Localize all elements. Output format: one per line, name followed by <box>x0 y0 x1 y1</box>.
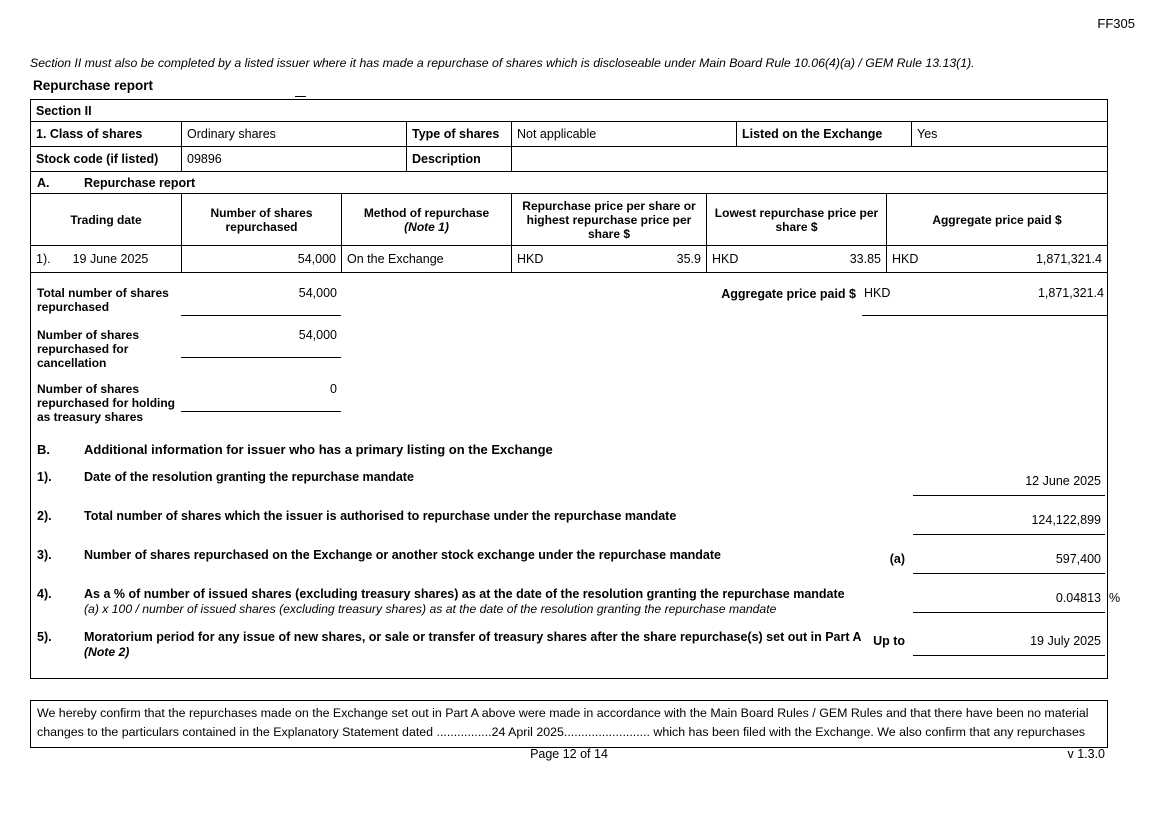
treasury-value: 0 <box>181 382 341 412</box>
intro-note: Section II must also be completed by a listed issuer where it has made a repurchase of shares which is discloseable under Main Board Rule 10.06(4)(a) / GEM Rule 13.13(1). <box>30 56 975 70</box>
aggregate-price-value: 1,871,321.4 <box>1035 252 1102 266</box>
listed-on-exchange-value: Yes <box>911 122 1107 146</box>
col-lowest-price <box>706 194 886 245</box>
item-2-value: 124,122,899 <box>913 509 1105 535</box>
class-of-shares-value: Ordinary shares <box>181 122 406 146</box>
stock-code-value: 09896 <box>181 147 406 171</box>
col-highest-price-label: Repurchase price per share or highest repurchase price per share $ <box>522 198 696 241</box>
col-aggregate-price-label: Aggregate price paid $ <box>932 212 1062 227</box>
item-3-text: Number of shares repurchased on the Exchange or another stock exchange under the repurchase mandate <box>84 548 721 562</box>
class-of-shares-label: 1. Class of shares <box>36 127 143 141</box>
highest-price-currency: HKD <box>517 252 544 266</box>
col-lowest-price-label: Lowest repurchase price per share $ <box>714 205 879 234</box>
section-ii-label: Section II <box>36 103 92 118</box>
col-shares-repurchased-label: Number of shares repurchased <box>210 205 313 234</box>
aggregate-price-group <box>721 286 1107 316</box>
treasury-label: Number of shares repurchased for holding as treasury shares <box>37 382 176 424</box>
treasury-row <box>31 382 1107 424</box>
col-trading-date-label: Trading date <box>70 212 142 227</box>
item-2-text: Total number of shares which the issuer is authorised to repurchase under the repurchase mandate <box>84 509 677 523</box>
row-index: 1). <box>36 252 51 266</box>
item-4-number: 4). <box>37 587 52 601</box>
form-code: FF305 <box>1097 16 1135 31</box>
item-4-formula-note: (a) x 100 / number of issued shares (excluding treasury shares) as at the date of the resolution granting the repurchase mandate <box>84 602 777 616</box>
highest-price-value: 35.9 <box>676 252 701 266</box>
stock-code-row <box>31 147 1107 172</box>
cell-trading-date <box>31 246 181 272</box>
description-value <box>511 147 1107 171</box>
total-shares-label: Total number of shares repurchased <box>37 286 169 314</box>
part-a-summary <box>31 286 1107 426</box>
col-shares-repurchased <box>181 194 341 245</box>
cell-highest-price <box>511 246 706 272</box>
cell-method: On the Exchange <box>341 246 511 272</box>
page-number: Page 12 of 14 <box>530 747 608 761</box>
type-of-shares-value: Not applicable <box>511 122 736 146</box>
cell-aggregate-price <box>886 246 1107 272</box>
lowest-price-value: 33.85 <box>849 252 881 266</box>
part-b-item-2 <box>31 509 1107 535</box>
item-4-value: 0.04813 <box>913 587 1105 613</box>
col-method <box>341 194 511 245</box>
part-b-item-4 <box>31 587 1121 617</box>
repurchase-table-header-row <box>31 194 1107 246</box>
item-1-text: Date of the resolution granting the repurchase mandate <box>84 470 414 484</box>
aggregate-summary-currency: HKD <box>864 286 891 300</box>
aggregate-price-currency: HKD <box>892 252 919 266</box>
part-a-heading: Repurchase report <box>84 175 196 190</box>
part-b-heading: Additional information for issuer who has a primary listing on the Exchange <box>84 442 553 457</box>
aggregate-price-box <box>862 286 1107 316</box>
col-trading-date <box>31 194 181 245</box>
item-5-prefix: Up to <box>873 634 905 648</box>
item-4-text: As a % of number of issued shares (excluding treasury shares) as at the date of the resolution granting the repurchase mandate <box>84 587 845 601</box>
aggregate-summary-value: 1,871,321.4 <box>1037 286 1104 300</box>
part-b-heading-row <box>31 442 1107 457</box>
total-shares-value: 54,000 <box>181 286 341 316</box>
table-row <box>31 246 1107 273</box>
stock-code-label: Stock code (if listed) <box>36 152 159 166</box>
total-shares-row <box>31 286 1107 316</box>
item-5-text: Moratorium period for any issue of new shares, or sale or transfer of treasury shares after the share repurchase(s) set out in Part A <box>84 630 862 644</box>
aggregate-price-label: Aggregate price paid $ <box>721 287 856 301</box>
page-title: Repurchase report <box>33 78 154 93</box>
lowest-price-currency: HKD <box>712 252 739 266</box>
trading-date-value: 19 June 2025 <box>72 252 149 266</box>
part-b-letter: B. <box>37 442 50 457</box>
col-highest-price <box>511 194 706 245</box>
stray-underscore-mark <box>295 96 306 97</box>
part-a-letter: A. <box>37 175 50 190</box>
part-b-item-1 <box>31 470 1107 496</box>
item-3-prefix: (a) <box>889 552 905 566</box>
item-5-value: 19 July 2025 <box>913 630 1105 656</box>
col-aggregate-price <box>886 194 1107 245</box>
item-5-note: (Note 2) <box>84 645 130 659</box>
confirmation-statement: We hereby confirm that the repurchases made on the Exchange set out in Part A above were made in accordance with the Main Board Rules / GEM Rules and that there have been no material changes to the particulars contained in the Explanatory Statement dated ................24 April 2025......................... which has been filed with the Exchange. We also confirm that any repurchases <box>30 700 1108 748</box>
type-of-shares-label: Type of shares <box>406 122 511 146</box>
item-5-number: 5). <box>37 630 52 644</box>
item-2-number: 2). <box>37 509 52 523</box>
col-method-label: Method of repurchase <box>363 205 490 220</box>
part-a-heading-row <box>31 172 1107 194</box>
listed-on-exchange-label: Listed on the Exchange <box>736 122 911 146</box>
class-of-shares-row <box>31 122 1107 147</box>
item-1-number: 1). <box>37 470 52 484</box>
item-4-percent-sign: % <box>1109 591 1121 605</box>
cancellation-label: Number of shares repurchased for cancellation <box>37 328 140 370</box>
description-label: Description <box>406 147 511 171</box>
repurchase-report-form <box>30 99 1121 679</box>
section-ii-header-row <box>31 100 1107 122</box>
cancellation-value: 54,000 <box>181 328 341 358</box>
item-3-number: 3). <box>37 548 52 562</box>
part-b-item-5 <box>31 630 1107 660</box>
cancellation-row <box>31 328 1107 370</box>
item-1-value: 12 June 2025 <box>913 470 1105 496</box>
part-b-section <box>31 426 1121 678</box>
cell-lowest-price <box>706 246 886 272</box>
col-method-note: (Note 1) <box>404 219 449 234</box>
item-3-value: 597,400 <box>913 548 1105 574</box>
cell-shares-repurchased: 54,000 <box>181 246 341 272</box>
part-b-item-3 <box>31 548 1107 574</box>
version-label: v 1.3.0 <box>1067 747 1105 761</box>
